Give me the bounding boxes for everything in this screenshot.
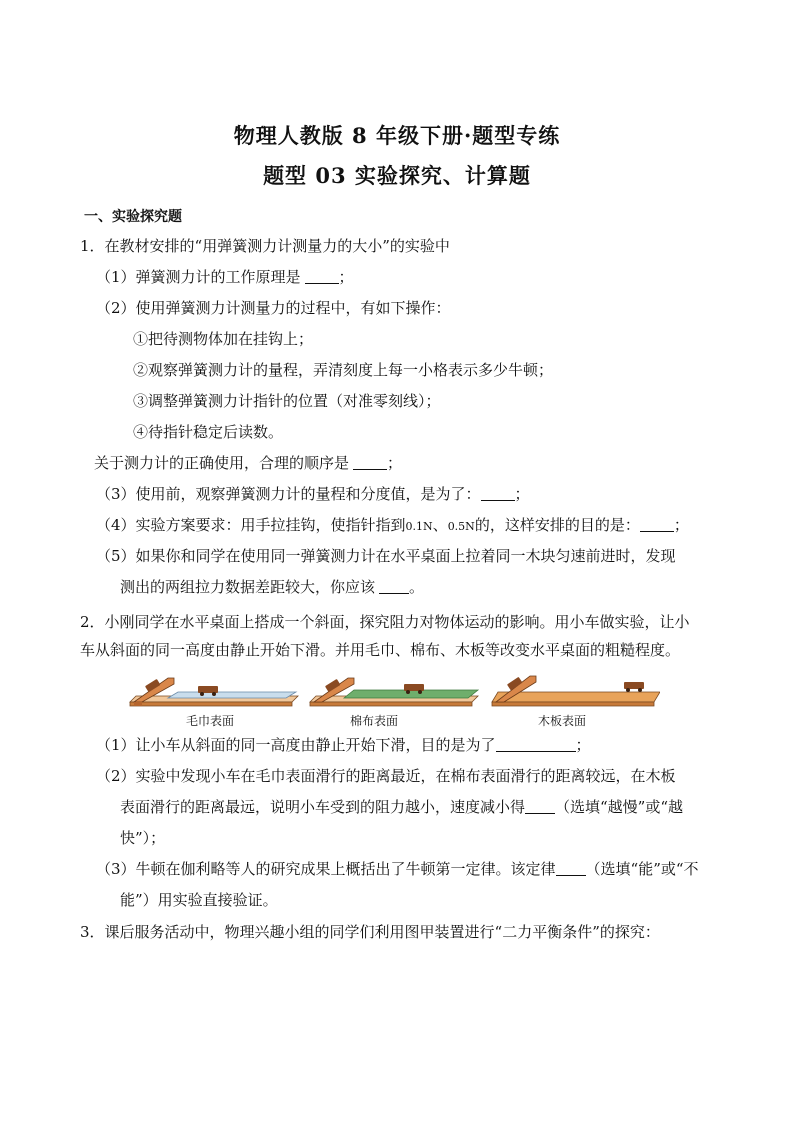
answer-blank[interactable] (525, 799, 555, 814)
q2-part2-line1: （2）实验中发现小车在毛巾表面滑行的距离最近，在棉布表面滑行的距离较远，在木板 (96, 767, 676, 785)
q1-step1: ①把待测物体加在挂钩上； (133, 330, 314, 348)
answer-blank[interactable] (379, 579, 409, 594)
q3-stem: 3．课后服务活动中，物理兴趣小组的同学们利用图甲装置进行“二力平衡条件”的探究： (80, 923, 660, 941)
section-heading: 一、实验探究题 (84, 209, 182, 225)
q1-step3: ③调整弹簧测力计指针的位置（对准零刻线）； (133, 392, 441, 410)
q2-part3-line2: 能”）用实验直接验证。 (120, 891, 278, 909)
q1-part5-line2: 测出的两组拉力数据差距较大，你应该 。 (120, 578, 425, 596)
q1-part3: （3）使用前，观察弹簧测力计的量程和分度值，是为了： ； (96, 485, 530, 503)
q1-part2: （2）使用弹簧测力计测量力的过程中，有如下操作： (96, 299, 451, 317)
q1-order: 关于测力计的正确使用，合理的顺序是 ； (94, 454, 403, 472)
answer-blank[interactable] (640, 517, 674, 532)
towel-surface (168, 692, 296, 698)
q1-part1: （1）弹簧测力计的工作原理是 ； (96, 268, 354, 286)
page-subtitle: 题型 03 实验探究、计算题 (263, 163, 531, 188)
cloth-setup (310, 678, 478, 706)
caption-cloth: 棉布表面 (350, 714, 399, 728)
q1-part5-line1: （5）如果你和同学在使用同一弹簧测力计在水平桌面上拉着同一木块匀速前进时，发现 (96, 547, 676, 565)
q1-part4: （4）实验方案要求：用手拉挂钩，使指针指到0.1N、0.5N的，这样安排的目的是： ； (96, 516, 689, 534)
q1-stem: 1．在教材安排的“用弹簧测力计测量力的大小”的实验中 (80, 237, 450, 255)
page-title: 物理人教版 8 年级下册·题型专练 (233, 123, 561, 148)
q2-stem-line2: 车从斜面的同一高度由静止开始下滑。并用毛巾、棉布、木板等改变水平桌面的粗糙程度。 (80, 641, 681, 659)
board-setup (492, 676, 660, 706)
q1-step4: ④待指针稳定后读数。 (133, 423, 284, 441)
q2-part3-line1: （3）牛顿在伽利略等人的研究成果上概括出了牛顿第一定律。该定律 （选填“能”或“不 (96, 860, 699, 878)
caption-board: 木板表面 (538, 714, 587, 728)
q2-stem-line1: 2．小刚同学在水平桌面上搭成一个斜面，探究阻力对物体运动的影响。用小车做实验，让小 (80, 613, 690, 631)
towel-setup (130, 678, 298, 706)
answer-blank[interactable] (481, 486, 515, 501)
q2-part2-line2: 表面滑行的距离最远，说明小车受到的阻力越小，速度减小得 （选填“越慢”或“越 (120, 798, 684, 816)
answer-blank[interactable] (496, 737, 576, 752)
cart (624, 682, 644, 692)
experiment-figure (128, 662, 660, 728)
answer-blank[interactable] (305, 269, 339, 284)
caption-towel: 毛巾表面 (186, 714, 235, 728)
cloth-surface (344, 690, 478, 698)
q2-part2-line3: 快”）； (120, 829, 166, 847)
q2-part1: （1）让小车从斜面的同一高度由静止开始下滑，目的是为了 ； (96, 736, 591, 754)
q1-step2: ②观察弹簧测力计的量程，弄清刻度上每一小格表示多少牛顿； (133, 361, 554, 379)
answer-blank[interactable] (353, 455, 387, 470)
answer-blank[interactable] (556, 861, 586, 876)
